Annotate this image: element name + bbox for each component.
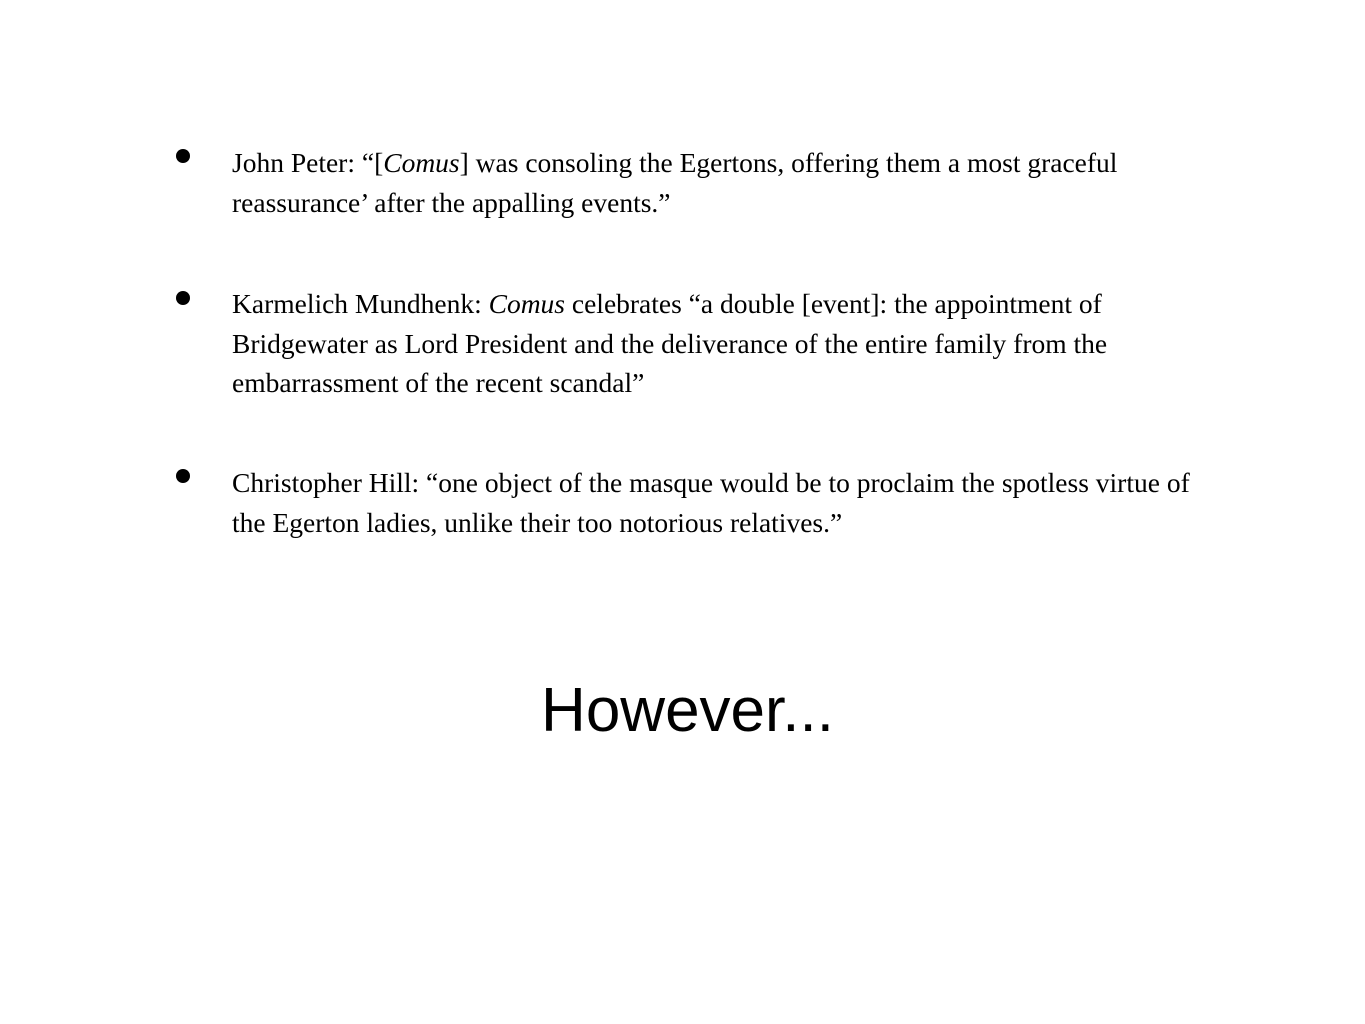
bullet-text	[232, 463, 1222, 542]
work-title: Comus	[488, 288, 566, 319]
speaker-name: Christopher Hill:	[232, 467, 420, 498]
bullet-dot-icon	[176, 149, 190, 163]
quote-text: celebrates “a double [event]: the appointment of Bridgewater as Lord President and the deliverance of the entire family from the embarrassment of the recent scandal”	[232, 288, 1108, 398]
quote-text: ] was consoling the Egertons, offering them a most graceful reassurance’ after the appalling events.”	[232, 147, 1118, 218]
bullet-text	[232, 284, 1222, 403]
speaker-name: John Peter:	[232, 147, 355, 178]
quote-text: “one object of the masque would be to proclaim the spotless virtue of the Egerton ladies, unlike their too notorious relatives.”	[232, 467, 1190, 538]
closing-heading: However...	[541, 676, 834, 745]
speaker-name: Karmelich Mundhenk:	[232, 288, 482, 319]
bullet-text	[232, 143, 1222, 222]
bullet-dot-icon	[176, 469, 190, 483]
work-title: Comus	[383, 147, 460, 178]
quote-open: “[	[354, 147, 384, 178]
bullet-dot-icon	[176, 291, 190, 305]
quote-open	[482, 288, 489, 319]
